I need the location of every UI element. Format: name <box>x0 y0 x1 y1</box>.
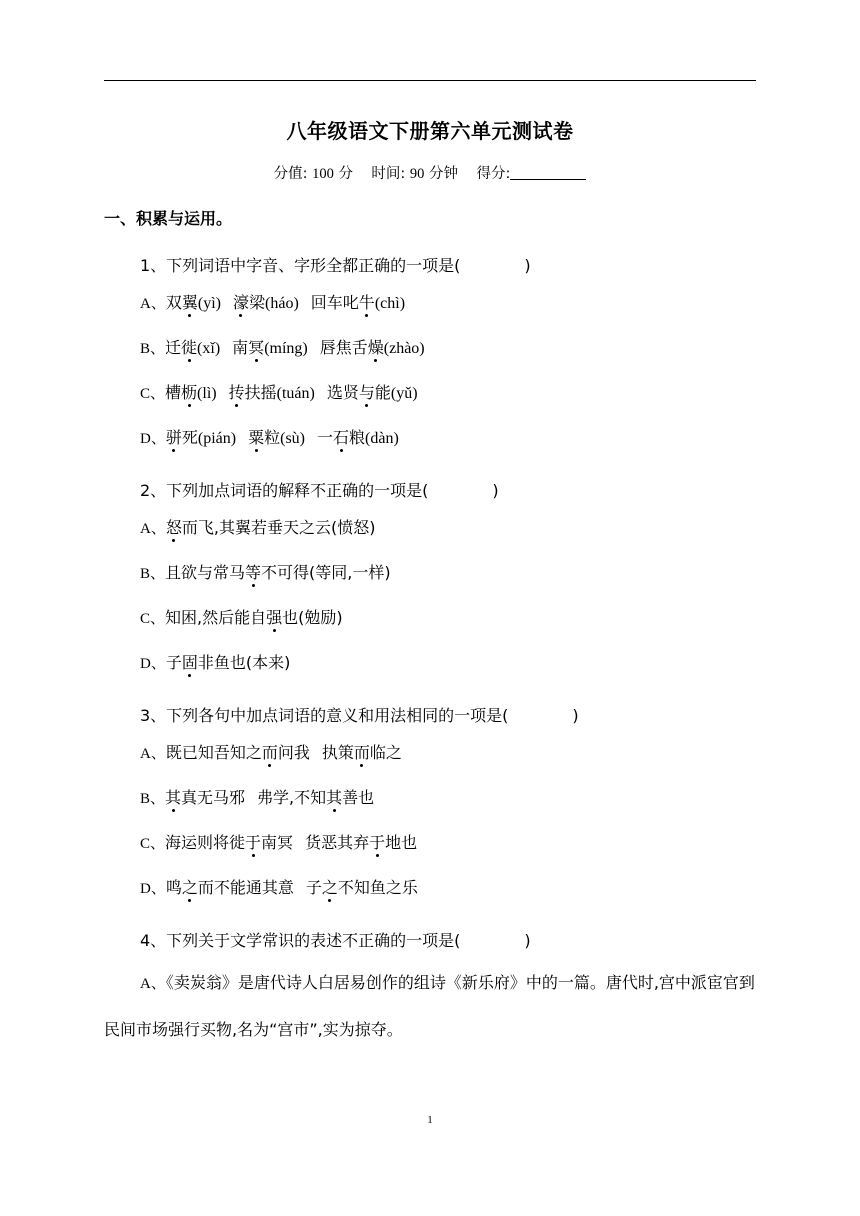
score-blank-field[interactable] <box>510 165 586 180</box>
score-obtained-label: 得分: <box>476 166 511 182</box>
question-2-stem: 2、下列加点词语的解释不正确的一项是( ) <box>140 481 499 500</box>
q1-option-a[interactable]: A、双翼(yì) 濠梁(háo) 回车叱牛(chì) <box>140 293 406 312</box>
q1-option-c[interactable]: C、槽枥(lì) 抟扶摇(tuán) 选贤与能(yǔ) <box>140 383 418 402</box>
time-label: 时间: <box>371 166 410 182</box>
question-4-stem: 4、下列关于文学常识的表述不正确的一项是( ) <box>140 931 531 950</box>
score-label: 分值: <box>273 166 313 182</box>
q3-option-b[interactable]: B、其真无马邪 弗学,不知其善也 <box>140 788 375 807</box>
page-title: 八年级语文下册第六单元测试卷 <box>286 119 574 143</box>
question-3-stem: 3、下列各句中加点词语的意义和用法相同的一项是( ) <box>140 706 579 725</box>
time-value: 90 <box>409 166 425 182</box>
q1-option-b[interactable]: B、迁徙(xǐ) 南冥(míng) 唇焦舌燥(zhào) <box>140 338 425 357</box>
score-unit: 分 <box>333 166 353 182</box>
exam-meta <box>0 162 860 183</box>
q1-option-d[interactable]: D、骈死(pián) 粟粒(sù) 一石粮(dàn) <box>140 428 399 447</box>
section-heading: 一、积累与运用。 <box>104 209 233 228</box>
header-rule <box>104 80 756 81</box>
q3-option-c[interactable]: C、海运则将徙于南冥 货恶其弃于地也 <box>140 833 418 852</box>
q4-option-a[interactable]: A、《卖炭翁》是唐代诗人白居易创作的组诗《新乐府》中的一篇。唐代时,宫中派宦官到民间市场强行买物,名为“宫市”,实为掠夺。 <box>104 973 755 1039</box>
q3-option-d[interactable]: D、鸣之而不能通其意 子之不知鱼之乐 <box>140 878 418 897</box>
q3-option-a[interactable]: A、既已知吾知之而问我 执策而临之 <box>140 743 402 762</box>
page-number: 1 <box>427 1114 433 1126</box>
q2-option-c[interactable]: C、知困,然后能自强也(勉励) <box>140 608 343 627</box>
score-value: 100 <box>312 166 334 182</box>
q2-option-d[interactable]: D、子固非鱼也(本来) <box>140 653 291 672</box>
q2-option-b[interactable]: B、且欲与常马等不可得(等同,一样) <box>140 563 391 582</box>
q2-option-a[interactable]: A、怒而飞,其翼若垂天之云(愤怒) <box>140 518 376 537</box>
question-1-stem: 1、下列词语中字音、字形全都正确的一项是( ) <box>140 256 531 275</box>
time-unit: 分钟 <box>424 166 459 182</box>
